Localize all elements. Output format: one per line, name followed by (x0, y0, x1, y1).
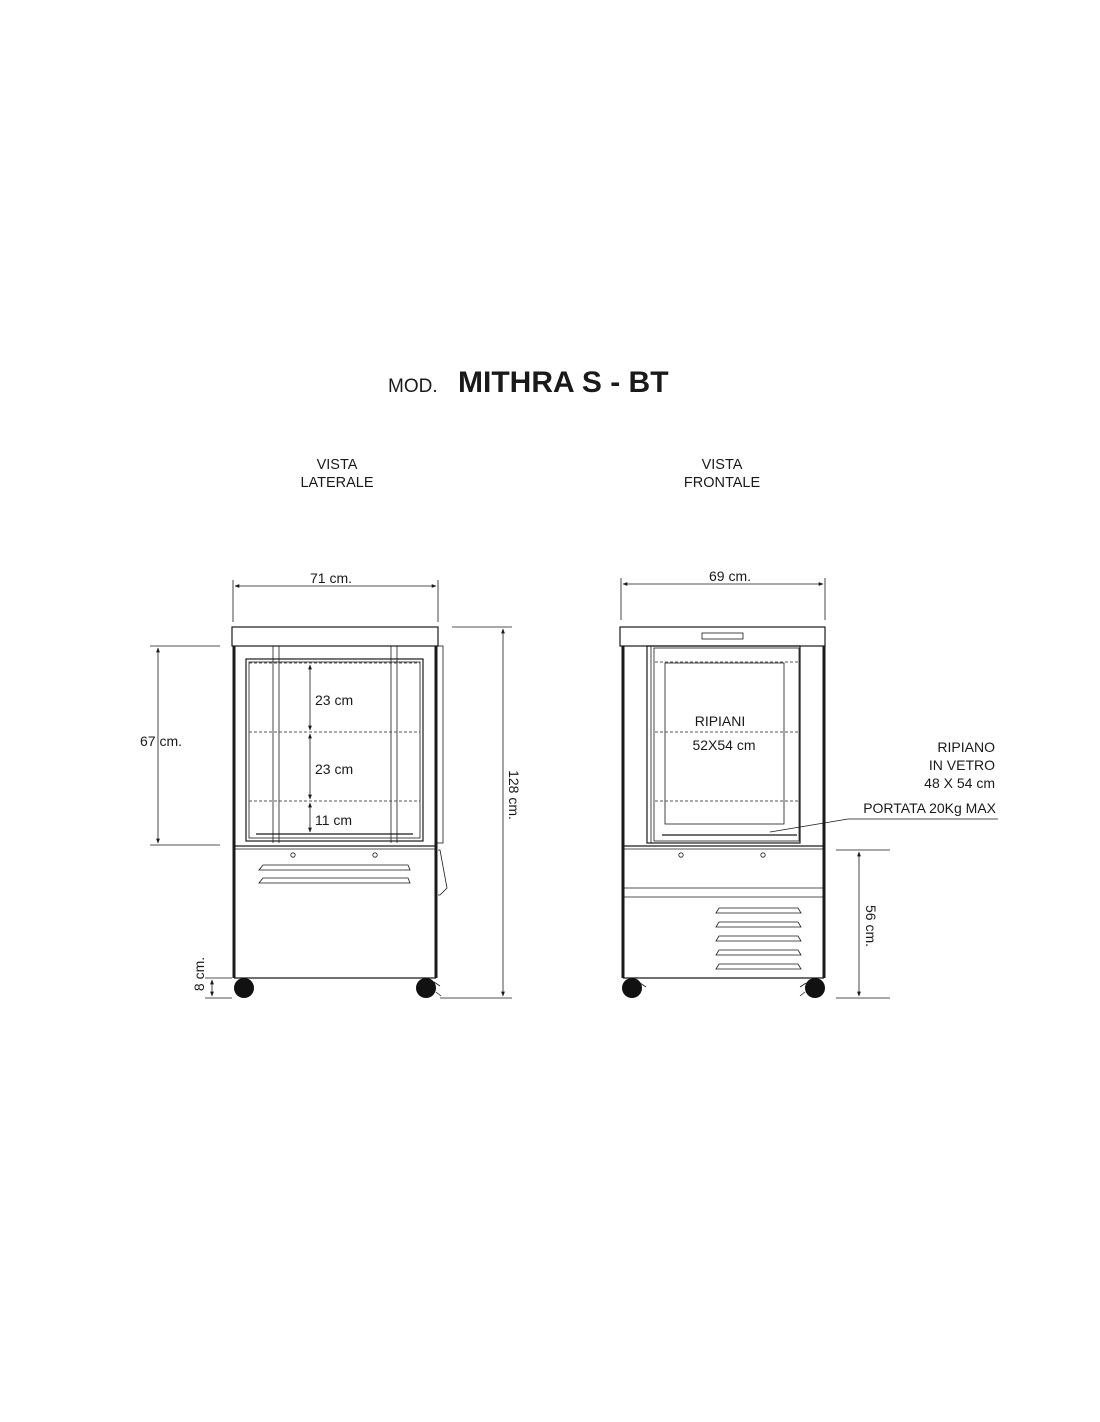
glass-shelf-leader-line (770, 819, 998, 832)
front-view-label-line1: VISTA (701, 457, 743, 473)
total-height-label: 128 cm. (506, 770, 522, 820)
glass-shelf-label-line1: RIPIANO (937, 739, 995, 755)
front-view-label-line2: FRONTALE (683, 475, 761, 491)
shelf-gap-label-3: 11 cm (315, 812, 353, 828)
side-view-label-line1: VISTA (316, 457, 358, 473)
side-wheel-left (234, 978, 254, 998)
front-wheel-right (805, 978, 825, 998)
shelf-gap-label-1: 23 cm (315, 692, 354, 708)
shelf-gap-label-2: 23 cm (315, 761, 354, 777)
load-capacity-label: PORTATA 20Kg MAX (863, 800, 996, 816)
model-name: MITHRA S - BT (458, 366, 669, 399)
side-view-label-line2: LATERALE (300, 475, 374, 491)
wheel-height-label: 8 cm. (191, 956, 207, 992)
base-height-label: 56 cm. (863, 904, 879, 948)
side-wheel-right (416, 978, 436, 998)
front-top-cap (620, 627, 825, 646)
side-width-label: 71 cm. (309, 570, 353, 586)
shelves-size-label: 52X54 cm (692, 737, 756, 753)
side-view (140, 570, 522, 998)
glass-shelf-label-line2: IN VETRO (928, 757, 995, 773)
model-prefix: MOD. (388, 376, 438, 397)
front-width-label: 69 cm. (708, 568, 752, 584)
display-height-label: 67 cm. (140, 733, 183, 749)
front-wheel-left (622, 978, 642, 998)
shelves-label: RIPIANI (694, 713, 746, 729)
glass-shelf-label-line3: 48 X 54 cm (924, 775, 995, 791)
side-top-cap (232, 627, 438, 646)
front-view (620, 568, 998, 998)
